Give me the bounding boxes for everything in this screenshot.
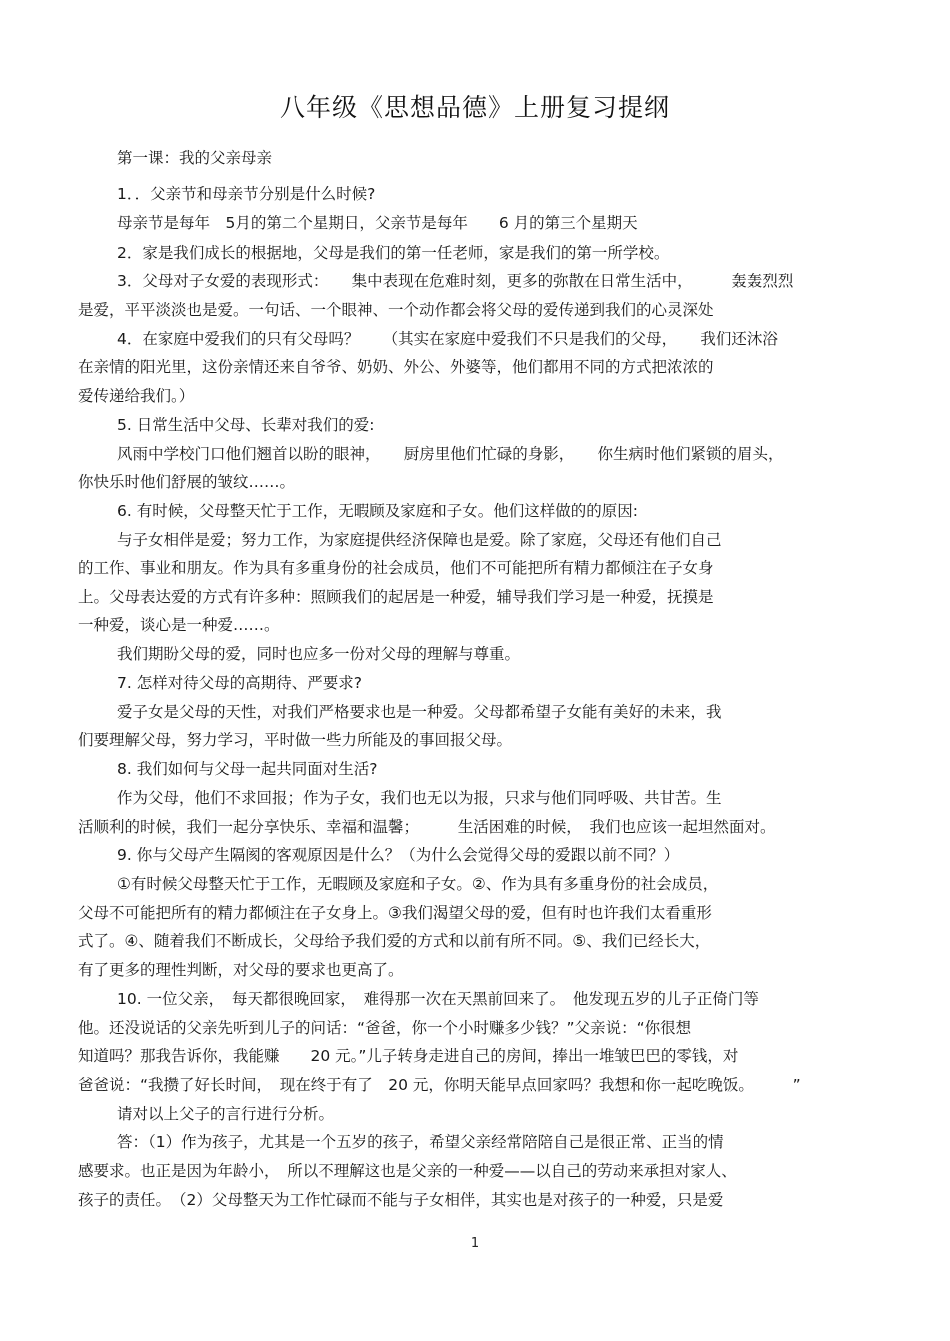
story-10-line-2: 他。还没说话的父亲先听到儿子的问话：“爸爸，你一个小时赚多少钱？”父亲说：“你很想 <box>78 1019 692 1037</box>
story-10-line-1: 10. 一位父亲， 每天都很晚回家， 难得那一次在天黑前回来了。 他发现五岁的儿子正倚门等 <box>117 990 759 1008</box>
answer-7-line-1: 爱子女是父母的天性，对我们严格要求也是一种爱。父母都希望子女能有美好的未来，我 <box>117 703 722 721</box>
answer-5-line-2: 你快乐时他们舒展的皱纹……。 <box>78 473 296 491</box>
answer-6-line-1: 与子女相伴是爱；努力工作，为家庭提供经济保障也是爱。除了家庭，父母还有他们自己 <box>117 531 722 549</box>
story-10-line-4: 爸爸说：“我攒了好长时间， 现在终于有了 20 元，你明天能早点回家吗？我想和你一起吃晚饭。 ” <box>78 1076 801 1094</box>
lesson-heading: 第一课：我的父亲母亲 <box>117 149 273 167</box>
question-7: 7. 怎样对待父母的高期待、严要求? <box>117 674 362 692</box>
answer-6-line-3: 上。父母表达爱的方式有许多种：照顾我们的起居是一种爱，辅导我们学习是一种爱，抚摸是 <box>78 588 714 606</box>
point-3-line-1: 3．父母对子女爱的表现形式： 集中表现在危难时刻，更多的弥散在日常生活中， 轰轰烈烈 <box>117 272 794 290</box>
point-4-line-3: 爱传递给我们。） <box>78 387 195 405</box>
answer-10-line-1: 答：（1）作为孩子，尤其是一个五岁的孩子，希望父亲经常陪陪自己是很正常、正当的情 <box>117 1133 724 1151</box>
answer-6-line-4: 一种爱，谈心是一种爱……。 <box>78 616 280 634</box>
page-number: 1 <box>470 1236 480 1251</box>
answer-9-line-4: 有了更多的理性判断，对父母的要求也更高了。 <box>78 961 404 979</box>
answer-7-line-2: 们要理解父母，努力学习，平时做一些力所能及的事回报父母。 <box>78 731 513 749</box>
question-6: 6. 有时候，父母整天忙于工作，无暇顾及家庭和子女。他们这样做的的原因: <box>117 502 638 520</box>
point-3-line-2: 是爱，平平淡淡也是爱。一句话、一个眼神、一个动作都会将父母的爱传递到我们的心灵深处 <box>78 301 714 319</box>
answer-9-line-3: 式了。④、随着我们不断成长，父母给予我们爱的方式和以前有所不同。⑤、我们已经长大， <box>78 932 711 950</box>
question-1: 1．．父亲节和母亲节分别是什么时候? <box>117 185 376 203</box>
question-5: 5. 日常生活中父母、长辈对我们的爱: <box>117 416 375 434</box>
question-9: 9. 你与父母产生隔阂的客观原因是什么？（为什么会觉得父母的爱跟以前不同？） <box>117 846 680 864</box>
point-4-line-1: 4．在家庭中爱我们的只有父母吗？ （其实在家庭中爱我们不只是我们的父母， 我们还沐浴 <box>117 330 778 348</box>
answer-5-line-1: 风雨中学校门口他们翘首以盼的眼神， 厨房里他们忙碌的身影， 你生病时他们紧锁的眉头， <box>117 445 784 463</box>
answer-9-line-2: 父母不可能把所有的精力都倾注在子女身上。③我们渴望父母的爱，但有时也许我们太看重形 <box>78 904 712 922</box>
document-title: 八年级《思想品德》上册复习提纲 <box>279 93 670 122</box>
answer-8-line-1: 作为父母，他们不求回报；作为子女，我们也无以为报，只求与他们同呼吸、共甘苦。生 <box>117 789 722 807</box>
story-10-line-3: 知道吗？那我告诉你，我能赚 20 元。”儿子转身走进自己的房间，捧出一堆皱巴巴的零钱，对 <box>78 1047 739 1065</box>
answer-10-line-2: 感要求。也正是因为年龄小， 所以不理解这也是父亲的一种爱——以自己的劳动来承担对家人、 <box>78 1162 737 1180</box>
question-10: 请对以上父子的言行进行分析。 <box>117 1105 335 1123</box>
answer-9-line-1: ①有时候父母整天忙于工作，无暇顾及家庭和子女。②、作为具有多重身份的社会成员， <box>117 875 719 893</box>
answer-6-line-5: 我们期盼父母的爱，同时也应多一份对父母的理解与尊重。 <box>117 645 521 663</box>
answer-8-line-2: 活顺利的时候，我们一起分享快乐、幸福和温馨； 生活困难的时候， 我们也应该一起坦然面对。 <box>78 818 776 836</box>
question-8: 8. 我们如何与父母一起共同面对生活? <box>117 760 378 778</box>
point-2: 2．家是我们成长的根据地，父母是我们的第一任老师，家是我们的第一所学校。 <box>117 244 670 262</box>
answer-10-line-3: 孩子的责任。 （2）父母整天为工作忙碌而不能与子女相伴，其实也是对孩子的一种爱，只是爱 <box>78 1191 724 1209</box>
point-4-line-2: 在亲情的阳光里，这份亲情还来自爷爷、奶奶、外公、外婆等，他们都用不同的方式把浓浓的 <box>78 358 714 376</box>
answer-1: 母亲节是每年 5月的第二个星期日，父亲节是每年 6 月的第三个星期天 <box>117 214 638 232</box>
answer-6-line-2: 的工作、事业和朋友。作为具有多重身份的社会成员，他们不可能把所有精力都倾注在子女身 <box>78 559 714 577</box>
